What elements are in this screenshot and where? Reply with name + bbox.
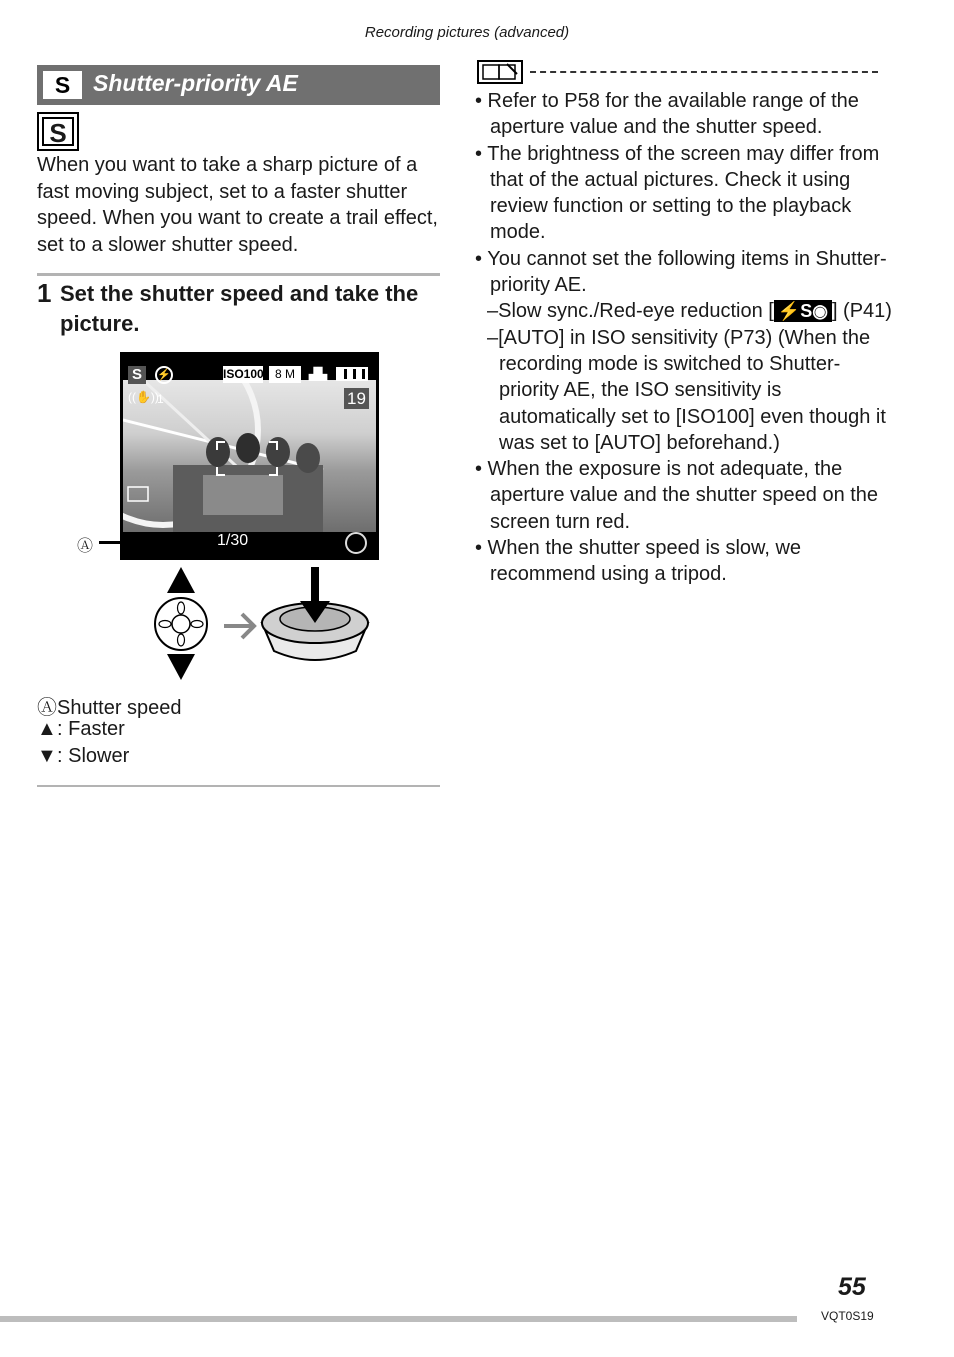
legend-down-text: : Slower [57,745,130,767]
page-number: 55 [838,1273,866,1301]
up-arrow-icon [167,567,195,593]
callout-line [99,541,217,544]
step-number: 1 [37,278,52,308]
note-subitem [475,298,895,324]
footer-bar [0,1316,797,1322]
slow-sync-red-eye-icon: ⚡S◉ [774,300,832,322]
section-title: Shutter-priority AE [93,70,298,96]
down-arrow-legend-icon: ▼ [37,745,57,767]
notes-list [475,88,895,588]
legend-slower [37,745,129,768]
note-subitem-text: –Slow sync./Red-eye reduction [ [487,300,774,323]
legend-up-text: : Faster [57,718,125,740]
note-item: • When the shutter speed is slow, we recommend using a tripod. [475,537,802,586]
right-arrow-icon [224,614,254,638]
note-item: • When the exposure is not adequate, the aperture value and the shutter speed on the screen turn red. [475,458,879,533]
note-subitem-text: ] (P41) [831,300,892,323]
screen-mode-s: S [128,366,146,384]
section-bottom-divider [37,785,440,787]
note-item: • You cannot set the following items in Shutter-priority AE. [475,247,887,297]
battery-icon [336,367,368,381]
callout-a-label: Ⓐ [77,538,94,555]
cursor-button-icon [345,532,367,554]
shutter-speed-value: 1/30 [217,532,249,549]
note-subitem: –[AUTO] in ISO sensitivity (P73) (When the recording mode is switched to Shutter-priority AE, the ISO sensitivity is automatically set to [ISO100] even though it was set to [AUTO] beforehand.) [487,326,886,454]
legend-faster [37,718,125,741]
remaining-count: 19 [344,388,369,409]
step-top-divider [37,273,440,276]
legend-a-text: Shutter speed [57,697,182,719]
legend-shutter-speed [37,691,182,720]
note-item: • Refer to P58 for the available range of the aperture value and the shutter speed. [475,90,859,139]
mode-dial-s-icon [37,112,79,151]
stabilizer-mode: 1 [157,392,164,406]
mode-s-badge: S [43,71,82,99]
note-item: • The brightness of the screen may differ from that of the actual pictures. Check it using review function or setting to the playback mode. [475,142,880,244]
intro-paragraph: When you want to take a sharp picture of a fast moving subject, set to a faster shutter speed. When you want to create a trail effect, set to a slower shutter speed. [37,154,438,256]
iso-indicator: ISO100 [223,367,264,381]
quality-icon: ▟▙ [308,367,328,381]
legend-a-symbol: Ⓐ [37,697,57,719]
page-header: Recording pictures (advanced) [364,24,570,41]
stabilizer-icon: ((✋)) [128,390,159,404]
note-book-icon [477,60,523,84]
up-arrow-legend-icon: ▲ [37,718,57,740]
cursor-and-shutter-diagram [150,565,380,683]
down-arrow-icon [167,654,195,680]
mode-dial-letter: S [42,117,74,146]
picture-size-indicator: 8 M [269,366,301,383]
flash-off-icon: ⚡ [155,366,173,384]
step-instruction: Set the shutter speed and take the picture. [60,281,419,336]
document-code: VQT0S19 [821,1309,874,1323]
notes-dashed-divider [530,71,878,73]
camera-lcd-screen [120,352,379,560]
